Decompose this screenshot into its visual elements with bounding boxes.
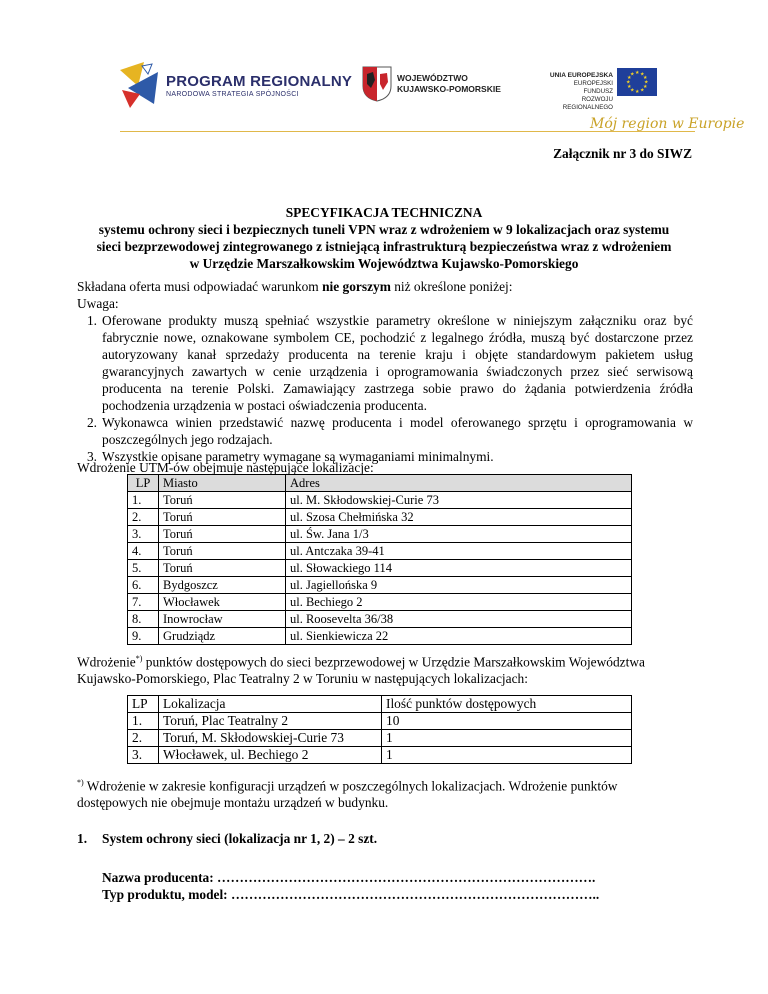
intro-text-bold: nie gorszym [322,279,391,294]
table-cell: ul. Słowackiego 114 [286,560,632,577]
table-cell: ul. Roosevelta 36/38 [286,611,632,628]
table-cell: 4. [128,543,159,560]
document-title [60,204,708,272]
table-cell: Toruń [159,509,286,526]
note-number: 2. [86,415,97,430]
svg-text:★: ★ [635,70,640,76]
eu-flag-icon [617,68,657,96]
footnote-line-2: dostępowych nie obejmuje montażu urządzeń w budynku. [77,795,389,811]
table-row [128,730,632,747]
intro-text-before: Składana oferta musi odpowiadać warunkom [77,279,323,294]
note-label: Uwaga: [77,296,119,311]
table-cell: 7. [128,594,159,611]
svg-text:★: ★ [643,84,648,90]
svg-text:★: ★ [627,84,632,90]
column-header: Adres [286,475,632,492]
ap-intro-line-2: Kujawsko-Pomorskiego, Plac Teatralny 2 w Toruniu w następujących lokalizacjach: [77,671,528,687]
table-cell: 1 [382,747,632,764]
intro-text-after: niż określone poniżej: [390,279,513,294]
ap-intro-word: Wdrożenie [77,654,136,670]
svg-text:★: ★ [640,87,645,94]
program-regionalny-logo [118,60,164,110]
table-row [128,594,632,611]
producer-name-field: Nazwa producenta: …………………………………………………………………………. [102,870,596,885]
svg-text:★: ★ [640,71,645,78]
table-cell: 10 [382,713,632,730]
coat-of-arms-icon [362,66,392,102]
region-name [397,73,501,95]
table-row [128,560,632,577]
footnote-line-1 [77,774,693,794]
table-cell: 2. [128,509,159,526]
table-header-row [128,696,632,713]
table-cell: Toruń, M. Skłodowskiej-Curie 73 [159,730,382,747]
table-cell: Włocławek [159,594,286,611]
program-subtitle: NARODOWA STRATEGIA SPÓJNOŚCI [166,91,299,98]
note-number: 1. [86,313,97,328]
program-title: PROGRAM REGIONALNY [166,73,353,90]
table-row [128,509,632,526]
section-1-title: System ochrony sieci (lokalizacja nr 1, 2) – 2 szt. [102,831,378,846]
table-cell: ul. Antczaka 39-41 [286,543,632,560]
region-line-2: KUJAWSKO-POMORSKIE [397,84,501,94]
table-cell: Włocławek, ul. Bechiego 2 [159,747,382,764]
table-cell: 5. [128,560,159,577]
program-regionalny-text [166,73,352,98]
table-cell: ul. Szosa Chełmińska 32 [286,509,632,526]
title-heading: SPECYFIKACJA TECHNICZNA [285,205,483,220]
column-header: LP [128,475,159,492]
title-line-1: systemu ochrony sieci i bezpiecznych tuneli VPN wraz z wdrożeniem w 9 lokalizacjach oraz systemu [98,222,670,237]
svg-text:★: ★ [630,87,635,94]
table-cell: 8. [128,611,159,628]
ap-intro-rest: punktów dostępowych do sieci bezprzewodowej w Urzędzie Marszałkowskim Województwa [142,654,645,670]
table-cell: ul. Bechiego 2 [286,594,632,611]
annex-label: Załącznik nr 3 do SIWZ [553,146,692,161]
eu-line-2: EUROPEJSKI FUNDUSZ [573,80,613,95]
table-cell: Toruń [159,560,286,577]
product-model-field: Typ produktu, model: ……………………………………………………………………….. [102,887,600,902]
eu-fund-text [545,72,613,112]
section-1-number: 1. [77,831,88,846]
table-row [128,611,632,628]
title-line-2: sieci bezprzewodowej zintegrowanego z istniejącą infrastrukturą bezpieczeństwa wraz z wdrożeniem [96,239,672,254]
title-line-3: w Urzędzie Marszałkowskim Województwa Kujawsko-Pomorskiego [189,256,579,271]
table-row [128,492,632,509]
intro-line [77,278,693,295]
table-row [128,628,632,645]
table-cell: ul. Jagiellońska 9 [286,577,632,594]
column-header: Ilość punktów dostępowych [382,696,632,713]
table-cell: 2. [128,730,159,747]
utm-caption: Wdrożenie UTM-ów obejmuje następujące lokalizacje: [77,460,374,475]
svg-text:★: ★ [635,89,640,95]
table-cell: ul. M. Skłodowskiej-Curie 73 [286,492,632,509]
utm-locations-table [127,474,632,645]
table-cell: Toruń [159,492,286,509]
table-cell: Inowrocław [159,611,286,628]
table-cell: 3. [128,747,159,764]
table-cell: 6. [128,577,159,594]
svg-text:★: ★ [627,75,632,81]
note-text: Wszystkie opisane parametry wymagane są wymaganiami minimalnymi. [102,449,494,464]
svg-text:★: ★ [643,75,648,81]
table-cell: 1 [382,730,632,747]
footnote [77,774,693,811]
table-cell: Bydgoszcz [159,577,286,594]
table-row [128,713,632,730]
table-header-row [128,475,632,492]
column-header: Lokalizacja [159,696,382,713]
footnote-text: Wdrożenie w zakresie konfiguracji urządzeń w poszczególnych lokalizacjach. Wdrożenie punktów [83,778,618,794]
table-cell: Toruń [159,543,286,560]
column-header: Miasto [159,475,286,492]
table-cell: ul. Sienkiewicza 22 [286,628,632,645]
note-number: 3. [86,449,97,464]
table-cell: ul. Św. Jana 1/3 [286,526,632,543]
table-row [128,577,632,594]
svg-text:★: ★ [630,71,635,78]
column-header: LP [128,696,159,713]
list-item [77,312,693,414]
intro-section [77,278,693,465]
eu-line-1: UNIA EUROPEJSKA [549,72,613,79]
table-row [128,747,632,764]
table-row [128,526,632,543]
table-cell: Grudziądz [159,628,286,645]
table-cell: 1. [128,713,159,730]
table-cell: Toruń, Plac Teatralny 2 [159,713,382,730]
ap-intro-line-1 [77,650,693,670]
note-text: Oferowane produkty muszą spełniać wszystkie parametry określone w niniejszym załączniku oraz być fabrycznie nowe, oznakowane symbolem CE, pochodzić z legalnego źródła, muszą być dostarczone przez autoryzowany kanał sprzedaży producenta na terenie kraju i objęte standardowym pakietem usług gwarancyjnych zawartych w cenie urządzenia i oprogramowania świadczonych przez sieć serwisową producenta na terenie Polski. Zamawiający zastrzega sobie prawo do żądania potwierdzenia źródła pochodzenia urządzenia w postaci oświadczenia producenta. [102,313,693,413]
table-cell: 1. [128,492,159,509]
ap-intro [77,650,693,687]
access-points-table [127,695,632,764]
table-row [128,543,632,560]
footnote-marker: *) [77,778,84,787]
section-1-fields [102,869,599,903]
svg-text:★: ★ [626,79,631,86]
region-line-1: WOJEWÓDZTWO [397,73,468,83]
eu-line-3: ROZWOJU REGIONALNEGO [562,96,613,111]
table-cell: Toruń [159,526,286,543]
slogan: Mój region w Europie [590,116,745,132]
note-text: Wykonawca winien przedstawić nazwę producenta i model oferowanego sprzętu i oprogramowania w poszczególnych jego rodzajach. [102,415,693,447]
table-cell: 9. [128,628,159,645]
footnote-marker: *) [135,654,143,663]
list-item [77,414,693,448]
notes-list [77,312,693,465]
svg-text:★: ★ [644,79,649,86]
table-cell: 3. [128,526,159,543]
